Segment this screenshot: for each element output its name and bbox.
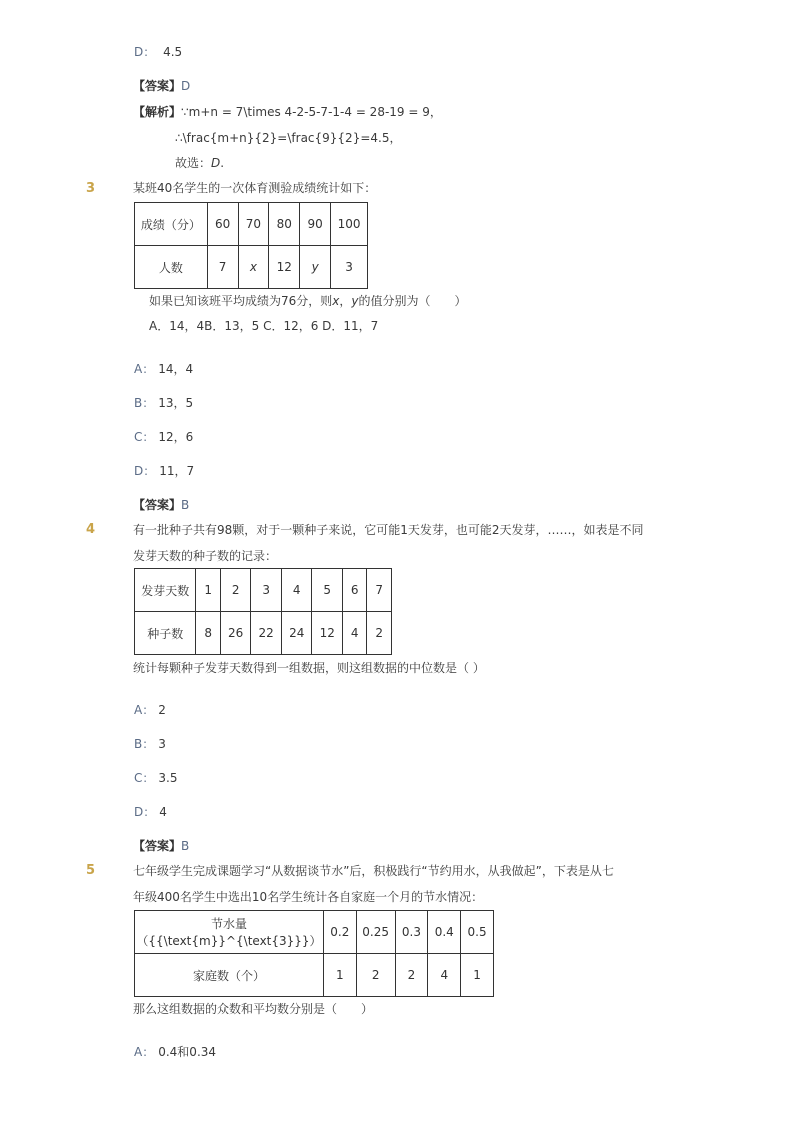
table-cell: 100	[331, 203, 368, 246]
option-d[interactable]	[134, 465, 194, 477]
question-number: 3	[86, 181, 96, 196]
analysis-suffix: .	[220, 156, 225, 170]
answer-tag: 【答案】	[133, 498, 182, 512]
table-cell: 12	[312, 612, 343, 655]
analysis-prefix: 故选：	[175, 156, 212, 170]
table-cell: 2	[356, 954, 395, 997]
table-cell: 8	[196, 612, 220, 655]
question-stem: 年级400名学生中选出10名学生统计各自家庭一个月的节水情况：	[133, 890, 484, 904]
answer-tag: 【答案】	[133, 839, 182, 853]
option-text: 11，7	[159, 464, 195, 478]
table-cell: 种子数	[135, 612, 196, 655]
germination-table	[134, 568, 392, 655]
table-cell: 4	[343, 612, 367, 655]
answer-value: B	[181, 839, 190, 853]
table-cell: 家庭数（个）	[135, 954, 324, 997]
table-cell: 0.4	[428, 911, 461, 954]
option-letter: C：	[134, 771, 155, 785]
table-cell: 1	[196, 569, 220, 612]
table-cell: 0.25	[356, 911, 395, 954]
question-number: 4	[86, 522, 96, 537]
variable-y: y	[351, 294, 359, 308]
option-text: 4.5	[163, 45, 183, 59]
table-cell: 1	[323, 954, 356, 997]
table-cell: 人数	[135, 246, 208, 289]
option-letter: D：	[134, 805, 156, 819]
inline-choices: A．14，4B．13，5 C．12，6 D．11，7	[149, 319, 379, 333]
table-cell: 90	[300, 203, 331, 246]
table-cell: 2	[220, 569, 251, 612]
table-cell: 60	[207, 203, 238, 246]
option-b[interactable]	[134, 738, 166, 750]
table-cell: 4	[428, 954, 461, 997]
answer-value: B	[181, 498, 190, 512]
question-text: 那么这组数据的众数和平均数分别是（ ）	[133, 1002, 374, 1016]
table-cell: 3	[251, 569, 282, 612]
table-cell: 24	[281, 612, 312, 655]
table-cell: 2	[367, 612, 392, 655]
table-cell: 7	[367, 569, 392, 612]
question-stem: 七年级学生完成课题学习“从数据谈节水”后，积极践行“节约用水，从我做起”，下表是从七	[133, 864, 614, 878]
table-cell: 0.3	[395, 911, 428, 954]
analysis-tag: 【解析】	[133, 105, 182, 119]
option-a[interactable]	[134, 1046, 216, 1058]
answer-line	[133, 80, 190, 92]
question-stem: 有一批种子共有98颗，对于一颗种子来说，它可能1天发芽，也可能2天发芽，……，如表是不同	[133, 523, 644, 537]
option-letter: C：	[134, 430, 155, 444]
answer-line	[133, 499, 189, 511]
question-text	[149, 295, 467, 307]
table-cell: 22	[251, 612, 282, 655]
option-text: 12，6	[158, 430, 194, 444]
question-number: 5	[86, 863, 96, 878]
table-cell: 0.2	[323, 911, 356, 954]
table-cell: 2	[395, 954, 428, 997]
option-text: 3.5	[158, 771, 178, 785]
answer-line	[133, 840, 189, 852]
question-text: 统计每颗种子发芽天数得到一组数据，则这组数据的中位数是（ ）	[133, 661, 485, 675]
option-letter: A：	[134, 362, 155, 376]
option-letter: B：	[134, 737, 155, 751]
question-stem: 发芽天数的种子数的记录：	[133, 549, 278, 563]
option-text: 2	[158, 703, 166, 717]
table-cell: 发芽天数	[135, 569, 196, 612]
option-letter: A：	[134, 1045, 155, 1059]
question-part: 的值分别为（ ）	[358, 294, 467, 308]
analysis-line-2: ∴\frac{m+n}{2}=\frac{9}{2}=4.5，	[175, 131, 402, 145]
answer-tag: 【答案】	[133, 79, 182, 93]
option-letter: A：	[134, 703, 155, 717]
table-cell: 7	[207, 246, 238, 289]
table-cell: 5	[312, 569, 343, 612]
option-text: 4	[159, 805, 167, 819]
score-table	[134, 202, 368, 289]
option-text: 13，5	[158, 396, 194, 410]
option-text: 14，4	[158, 362, 194, 376]
table-cell: 成绩（分）	[135, 203, 208, 246]
table-cell: 80	[269, 203, 300, 246]
answer-value: D	[181, 79, 191, 93]
option-c[interactable]	[134, 431, 193, 443]
table-cell: 70	[238, 203, 269, 246]
option-d[interactable]	[134, 806, 167, 818]
option-a[interactable]	[134, 704, 166, 716]
option-letter: B：	[134, 396, 155, 410]
water-saving-table	[134, 910, 494, 997]
analysis-line-3	[175, 157, 224, 169]
option-text: 3	[158, 737, 166, 751]
option-a[interactable]	[134, 363, 193, 375]
table-cell: 0.5	[461, 911, 494, 954]
table-cell: 3	[331, 246, 368, 289]
table-cell: 1	[461, 954, 494, 997]
table-cell: 12	[269, 246, 300, 289]
option-d	[134, 46, 182, 58]
analysis-text: ∵m+n = 7\times 4-2-5-7-1-4 = 28-19 = 9，	[181, 105, 442, 119]
table-cell: 6	[343, 569, 367, 612]
table-cell: 4	[281, 569, 312, 612]
option-letter: D：	[134, 45, 156, 59]
table-cell: 节水量（{{\text{m}}^{\text{3}}}）	[135, 911, 324, 954]
option-letter: D：	[134, 464, 156, 478]
option-c[interactable]	[134, 772, 177, 784]
table-cell: 26	[220, 612, 251, 655]
question-part: 如果已知该班平均成绩为76分，则	[149, 294, 333, 308]
question-sep: ，	[339, 294, 352, 308]
table-cell: y	[300, 246, 331, 289]
table-cell: x	[238, 246, 269, 289]
analysis-var: D	[211, 156, 221, 170]
option-text: 0.4和0.34	[158, 1045, 217, 1059]
variable-x: x	[332, 294, 340, 308]
analysis-line-1	[133, 106, 442, 118]
question-stem: 某班40名学生的一次体育测验成绩统计如下：	[133, 181, 377, 195]
option-b[interactable]	[134, 397, 193, 409]
